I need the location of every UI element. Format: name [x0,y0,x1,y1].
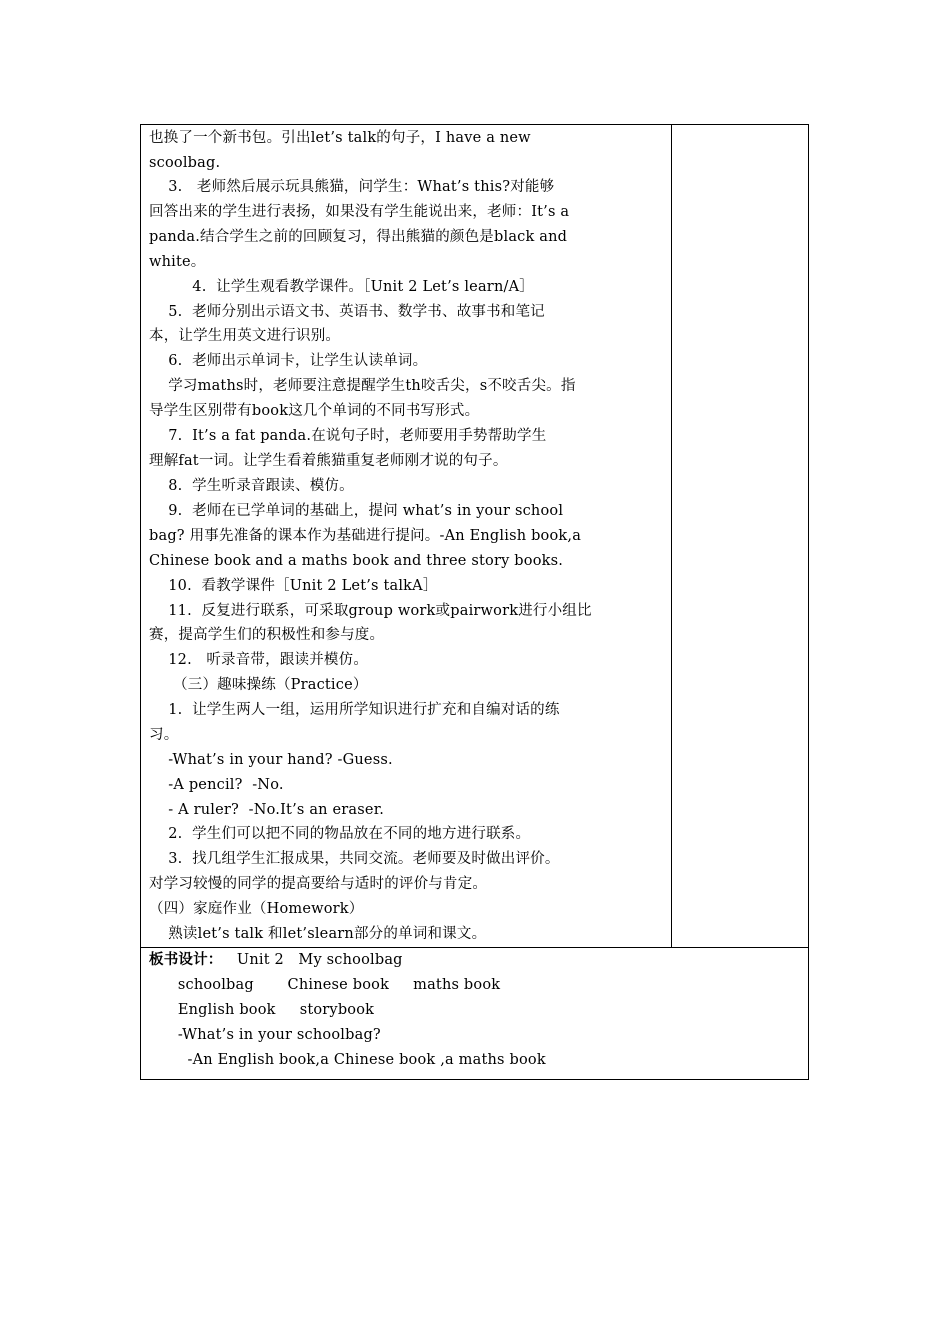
lesson-line: bag? 用事先准备的课本作为基础进行提问。-An English book,a [149,528,582,544]
lesson-line: 12. 听录音带，跟读并模仿。 [149,652,369,668]
section-heading-homework: （四）家庭作业（Homework） [149,901,364,917]
lesson-line: 9. 老师在已学单词的基础上，提问 what’s in your school [149,503,564,519]
dialogue-line: -What’s in your hand? -Guess. [149,752,393,768]
lesson-plan-table [140,124,809,1080]
lesson-line: Chinese book and a maths book and three story books. [149,553,564,569]
lesson-line: 习。 [149,727,179,743]
board-line: -An English book,a Chinese book ,a maths book [149,1052,546,1068]
column-divider [671,125,672,947]
lesson-line: 5. 老师分别出示语文书、英语书、数学书、故事书和笔记 [149,304,545,320]
lesson-line: 6. 老师出示单词卡，让学生认读单词。 [149,353,428,369]
lesson-line: 7. It’s a fat panda.在说句子时，老师要用手势帮助学生 [149,428,547,444]
lesson-line: 对学习较慢的同学的提高要给与适时的评价与肯定。 [149,876,488,892]
dialogue-line: -A pencil? -No. [149,777,284,793]
lesson-line: white。 [149,254,206,270]
lesson-line: 4. 让学生观看教学课件。［Unit 2 Let’s learn/A］ [149,279,534,295]
lesson-line: 熟读let’s talk 和let’slearn部分的单词和课文。 [149,926,487,942]
notes-cell [672,125,809,947]
lesson-line: 3. 找几组学生汇报成果，共同交流。老师要及时做出评价。 [149,851,560,867]
lesson-line: 1. 让学生两人一组，运用所学知识进行扩充和自编对话的练 [149,702,560,718]
lesson-line: 11. 反复进行联系，可采取group work或pairwork进行小组比 [149,603,592,619]
board-line: English book storybook [149,1002,375,1018]
lesson-line: 导学生区别带有book这几个单词的不同书写形式。 [149,403,480,419]
lesson-line: 本，让学生用英文进行识别。 [149,328,341,344]
lesson-line: 2. 学生们可以把不同的物品放在不同的地方进行联系。 [149,826,531,842]
lesson-line: 赛，提高学生们的积极性和参与度。 [149,627,385,643]
lesson-line: 3. 老师然后展示玩具熊猫，问学生：What’s this?对能够 [149,179,555,195]
lesson-line: 学习maths时，老师要注意提醒学生th咬舌尖，s不咬舌尖。指 [149,378,576,394]
lesson-line: 10. 看教学课件［Unit 2 Let’s talkA］ [149,578,438,594]
board-line: schoolbag Chinese book maths book [149,977,501,993]
lesson-line: panda.结合学生之前的回顾复习，得出熊猫的颜色是black and [149,229,568,245]
board-title: Unit 2 My schoolbag [222,952,403,968]
lesson-line: 8. 学生听录音跟读、模仿。 [149,478,354,494]
board-label: 板书设计： [149,951,223,968]
lesson-line: 也换了一个新书包。引出let’s talk的句子，I have a new [149,130,531,146]
board-heading [149,950,403,970]
lesson-line: 理解fat一词。让学生看着熊猫重复老师刚才说的句子。 [149,453,508,469]
dialogue-line: - A ruler? -No.It’s an eraser. [149,802,385,818]
board-line: -What’s in your schoolbag? [149,1027,381,1043]
section-heading-practice: （三）趣味操练（Practice） [149,677,368,693]
lesson-line: scoolbag. [149,155,221,171]
lesson-line: 回答出来的学生进行表扬，如果没有学生能说出来，老师：It’s a [149,204,570,220]
row-divider [141,947,808,948]
